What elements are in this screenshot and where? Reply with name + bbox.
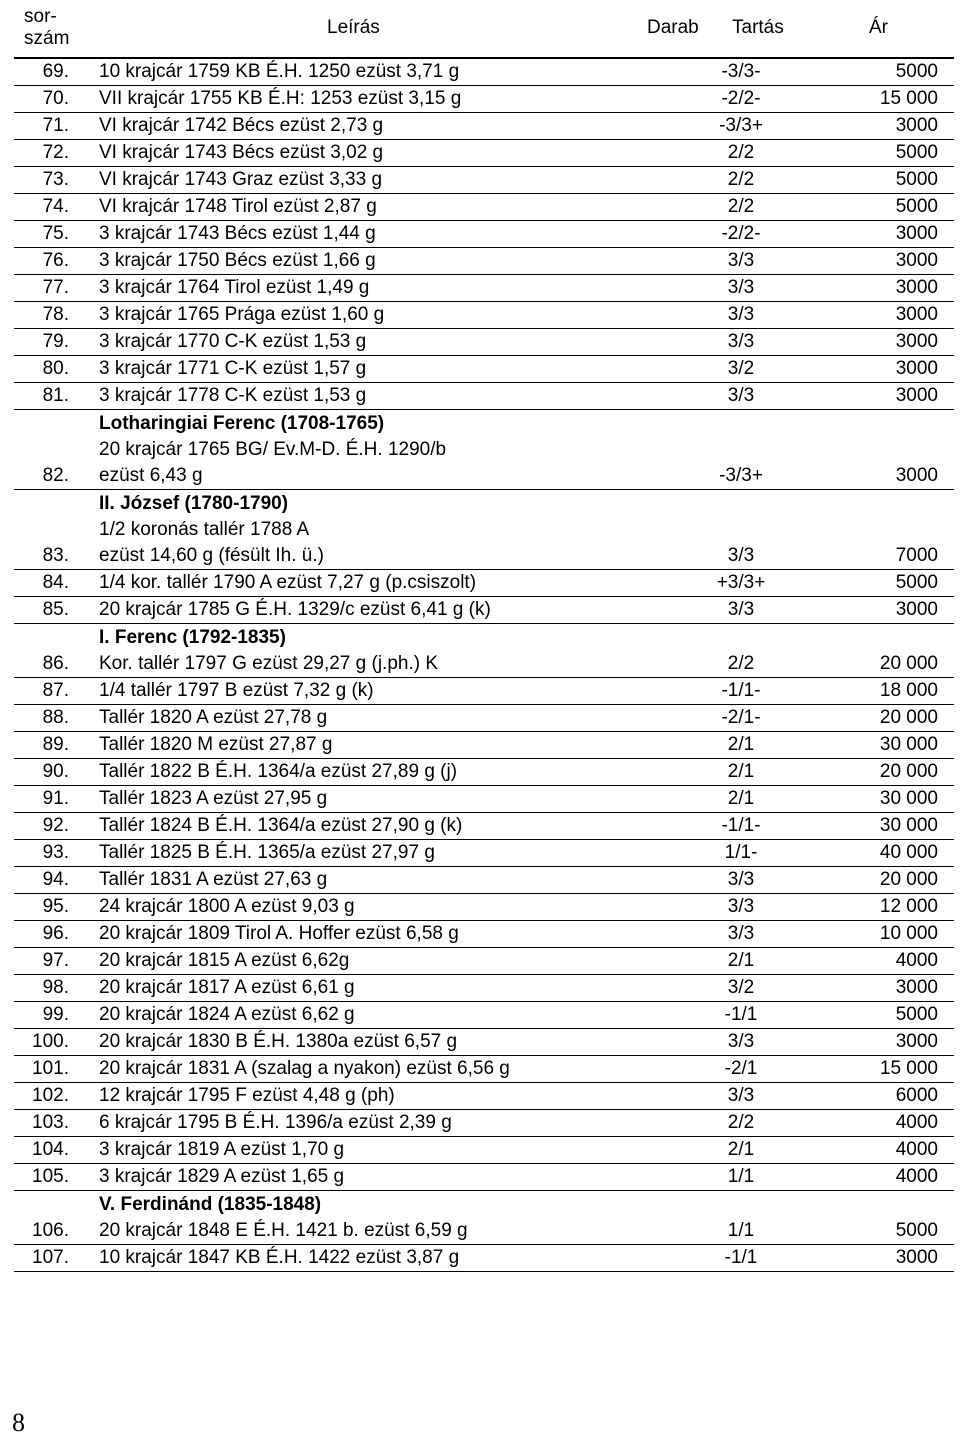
item-condition: -1/1- <box>721 815 761 836</box>
table-row <box>14 867 954 894</box>
item-description: 20 krajcár 1815 A ezüst 6,62g <box>99 950 350 971</box>
item-price: 3000 <box>895 977 938 998</box>
item-number: 102. <box>32 1085 69 1106</box>
item-condition: 2/1 <box>727 734 755 755</box>
item-number: 95. <box>42 896 69 917</box>
item-condition: 3/3 <box>727 545 755 566</box>
item-price: 3000 <box>895 358 938 379</box>
item-price: 3000 <box>895 465 938 486</box>
item-description: 20 krajcár 1817 A ezüst 6,61 g <box>99 977 355 998</box>
item-condition: 2/2 <box>727 169 755 190</box>
item-number: 92. <box>42 815 69 836</box>
item-condition: 2/1 <box>727 950 755 971</box>
section-title: II. József (1780-1790) <box>99 493 289 514</box>
table-row <box>14 1137 954 1164</box>
table-row <box>14 517 954 570</box>
item-number: 82. <box>42 465 69 486</box>
item-price: 20 000 <box>879 869 938 890</box>
header-leiras: Leírás <box>327 17 380 38</box>
item-number: 94. <box>42 869 69 890</box>
item-description: 1/4 tallér 1797 B ezüst 7,32 g (k) <box>99 680 374 701</box>
item-description: 3 krajcár 1829 A ezüst 1,65 g <box>99 1166 345 1187</box>
section-title: Lotharingiai Ferenc (1708-1765) <box>99 413 385 434</box>
item-condition: 3/3 <box>727 304 755 325</box>
table-row <box>14 275 954 302</box>
item-number: 88. <box>42 707 69 728</box>
item-price: 20 000 <box>879 761 938 782</box>
item-description: Tallér 1825 B É.H. 1365/a ezüst 27,97 g <box>99 842 435 863</box>
item-price: 6000 <box>895 1085 938 1106</box>
item-number: 103. <box>32 1112 69 1133</box>
item-description-line1: 20 krajcár 1765 BG/ Ev.M-D. É.H. 1290/b <box>99 439 447 460</box>
item-number: 98. <box>42 977 69 998</box>
item-price: 4000 <box>895 1166 938 1187</box>
item-description: 20 krajcár 1830 B É.H. 1380a ezüst 6,57 g <box>99 1031 458 1052</box>
item-price: 3000 <box>895 1247 938 1268</box>
item-description: Tallér 1822 B É.H. 1364/a ezüst 27,89 g (j) <box>99 761 458 782</box>
item-description: VI krajcár 1742 Bécs ezüst 2,73 g <box>99 115 384 136</box>
item-condition: 2/2 <box>727 196 755 217</box>
item-condition: -3/3- <box>721 61 761 82</box>
item-price: 10 000 <box>879 923 938 944</box>
item-price: 3000 <box>895 304 938 325</box>
table-row <box>14 383 954 410</box>
item-price: 3000 <box>895 277 938 298</box>
table-row <box>14 302 954 329</box>
table-row <box>14 356 954 383</box>
item-condition: 2/1 <box>727 788 755 809</box>
item-description: 3 krajcár 1743 Bécs ezüst 1,44 g <box>99 223 376 244</box>
item-description: VII krajcár 1755 KB É.H: 1253 ezüst 3,15 g <box>99 88 462 109</box>
header-darab: Darab <box>647 17 699 38</box>
item-condition: 1/1 <box>727 1166 755 1187</box>
item-description: Tallér 1823 A ezüst 27,95 g <box>99 788 328 809</box>
item-condition: 1/1- <box>724 842 758 863</box>
item-description: 24 krajcár 1800 A ezüst 9,03 g <box>99 896 355 917</box>
item-description: 1/4 kor. tallér 1790 A ezüst 7,27 g (p.csiszolt) <box>99 572 477 593</box>
table-row <box>14 1056 954 1083</box>
item-price: 5000 <box>895 61 938 82</box>
table-row <box>14 194 954 221</box>
item-price: 5000 <box>895 1220 938 1241</box>
catalog-page <box>14 0 954 1272</box>
item-description: Kor. tallér 1797 G ezüst 29,27 g (j.ph.) K <box>99 653 439 674</box>
item-price: 3000 <box>895 1031 938 1052</box>
table-row <box>14 167 954 194</box>
item-number: 86. <box>42 653 69 674</box>
item-condition: 2/2 <box>727 653 755 674</box>
item-price: 5000 <box>895 169 938 190</box>
section-heading <box>14 624 954 651</box>
table-row <box>14 813 954 840</box>
item-condition: -1/1 <box>724 1004 758 1025</box>
item-description: Tallér 1820 A ezüst 27,78 g <box>99 707 328 728</box>
item-description: 12 krajcár 1795 F ezüst 4,48 g (ph) <box>99 1085 395 1106</box>
item-price: 3000 <box>895 115 938 136</box>
item-number: 100. <box>32 1031 69 1052</box>
item-price: 12 000 <box>879 896 938 917</box>
item-number: 91. <box>42 788 69 809</box>
header-sorszam: sor- szám <box>24 6 70 49</box>
item-description: VI krajcár 1743 Graz ezüst 3,33 g <box>99 169 383 190</box>
item-price: 15 000 <box>879 1058 938 1079</box>
item-price: 30 000 <box>879 734 938 755</box>
table-row <box>14 329 954 356</box>
item-number: 69. <box>42 61 69 82</box>
section-title: I. Ferenc (1792-1835) <box>99 627 286 648</box>
item-price: 5000 <box>895 1004 938 1025</box>
item-condition: -1/1 <box>724 1247 758 1268</box>
item-number: 97. <box>42 950 69 971</box>
item-condition: 3/3 <box>727 250 755 271</box>
item-description-line2: ezüst 6,43 g <box>99 465 203 486</box>
table-row <box>14 1218 954 1245</box>
item-description: 20 krajcár 1809 Tirol A. Hoffer ezüst 6,58 g <box>99 923 459 944</box>
item-condition: 3/3 <box>727 869 755 890</box>
item-number: 81. <box>42 385 69 406</box>
item-number: 106. <box>32 1220 69 1241</box>
item-number: 96. <box>42 923 69 944</box>
item-price: 30 000 <box>879 788 938 809</box>
item-number: 84. <box>42 572 69 593</box>
item-number: 85. <box>42 599 69 620</box>
item-description: 10 krajcár 1847 KB É.H. 1422 ezüst 3,87 g <box>99 1247 460 1268</box>
item-condition: -2/2- <box>721 223 761 244</box>
item-description: VI krajcár 1743 Bécs ezüst 3,02 g <box>99 142 384 163</box>
item-condition: 3/3 <box>727 1031 755 1052</box>
item-description: 3 krajcár 1765 Prága ezüst 1,60 g <box>99 304 385 325</box>
item-condition: -3/3+ <box>719 465 763 486</box>
item-description: 20 krajcár 1848 E É.H. 1421 b. ezüst 6,59 g <box>99 1220 468 1241</box>
item-description: 20 krajcár 1831 A (szalag a nyakon) ezüst 6,56 g <box>99 1058 510 1079</box>
table-row <box>14 1029 954 1056</box>
item-condition: 3/2 <box>727 358 755 379</box>
item-condition: -1/1- <box>721 680 761 701</box>
item-price: 4000 <box>895 1112 938 1133</box>
item-price: 40 000 <box>879 842 938 863</box>
item-description-line2: ezüst 14,60 g (fésült Ih. ü.) <box>99 545 324 566</box>
item-number: 74. <box>42 196 69 217</box>
section-title: V. Ferdinánd (1835-1848) <box>99 1194 322 1215</box>
item-description: 3 krajcár 1778 C-K ezüst 1,53 g <box>99 385 367 406</box>
table-row <box>14 840 954 867</box>
page-number: 8 <box>12 1408 25 1437</box>
section-heading <box>14 490 954 517</box>
table-row <box>14 597 954 624</box>
item-price: 3000 <box>895 599 938 620</box>
table-row <box>14 140 954 167</box>
item-number: 87. <box>42 680 69 701</box>
catalog-table-body <box>14 59 954 1272</box>
table-row <box>14 1083 954 1110</box>
table-row <box>14 894 954 921</box>
item-number: 104. <box>32 1139 69 1160</box>
item-description: 20 krajcár 1824 A ezüst 6,62 g <box>99 1004 355 1025</box>
item-number: 99. <box>42 1004 69 1025</box>
item-condition: -2/1- <box>721 707 761 728</box>
table-row <box>14 1002 954 1029</box>
item-condition: 3/2 <box>727 977 755 998</box>
item-condition: -3/3+ <box>719 115 763 136</box>
table-row <box>14 948 954 975</box>
item-number: 79. <box>42 331 69 352</box>
item-description: VI krajcár 1748 Tirol ezüst 2,87 g <box>99 196 377 217</box>
table-row <box>14 248 954 275</box>
item-description: 3 krajcár 1819 A ezüst 1,70 g <box>99 1139 345 1160</box>
item-number: 70. <box>42 88 69 109</box>
item-condition: 2/1 <box>727 1139 755 1160</box>
item-description: 3 krajcár 1764 Tirol ezüst 1,49 g <box>99 277 370 298</box>
item-number: 76. <box>42 250 69 271</box>
item-condition: 3/3 <box>727 331 755 352</box>
item-condition: 3/3 <box>727 923 755 944</box>
table-row <box>14 732 954 759</box>
table-row <box>14 59 954 86</box>
item-condition: 3/3 <box>727 277 755 298</box>
table-row <box>14 437 954 490</box>
item-description: 3 krajcár 1770 C-K ezüst 1,53 g <box>99 331 367 352</box>
item-price: 4000 <box>895 950 938 971</box>
section-heading <box>14 1191 954 1218</box>
table-row <box>14 1110 954 1137</box>
item-number: 105. <box>32 1166 69 1187</box>
item-number: 78. <box>42 304 69 325</box>
table-row <box>14 975 954 1002</box>
item-price: 3000 <box>895 385 938 406</box>
table-row <box>14 786 954 813</box>
item-number: 71. <box>42 115 69 136</box>
item-description: Tallér 1820 M ezüst 27,87 g <box>99 734 333 755</box>
item-price: 4000 <box>895 1139 938 1160</box>
table-row <box>14 1245 954 1272</box>
item-number: 73. <box>42 169 69 190</box>
item-description-line1: 1/2 koronás tallér 1788 A <box>99 519 310 540</box>
item-condition: 2/2 <box>727 1112 755 1133</box>
item-condition: -2/1 <box>724 1058 758 1079</box>
item-number: 83. <box>42 545 69 566</box>
item-price: 3000 <box>895 250 938 271</box>
item-price: 5000 <box>895 572 938 593</box>
item-price: 18 000 <box>879 680 938 701</box>
item-number: 93. <box>42 842 69 863</box>
item-condition: 1/1 <box>727 1220 755 1241</box>
item-number: 80. <box>42 358 69 379</box>
item-description: 3 krajcár 1750 Bécs ezüst 1,66 g <box>99 250 376 271</box>
table-header <box>14 0 954 59</box>
item-number: 89. <box>42 734 69 755</box>
item-condition: 2/1 <box>727 761 755 782</box>
item-price: 7000 <box>895 545 938 566</box>
item-number: 77. <box>42 277 69 298</box>
item-description: Tallér 1831 A ezüst 27,63 g <box>99 869 328 890</box>
item-number: 107. <box>32 1247 69 1268</box>
item-description: 3 krajcár 1771 C-K ezüst 1,57 g <box>99 358 367 379</box>
item-number: 101. <box>32 1058 69 1079</box>
item-condition: -2/2- <box>721 88 761 109</box>
item-condition: 3/3 <box>727 599 755 620</box>
item-price: 5000 <box>895 196 938 217</box>
item-number: 75. <box>42 223 69 244</box>
table-row <box>14 705 954 732</box>
table-row <box>14 570 954 597</box>
item-description: 6 krajcár 1795 B É.H. 1396/a ezüst 2,39 g <box>99 1112 452 1133</box>
table-row <box>14 759 954 786</box>
header-tartas: Tartás <box>732 17 784 38</box>
item-number: 90. <box>42 761 69 782</box>
item-condition: 3/3 <box>727 896 755 917</box>
header-ar: Ár <box>869 17 888 38</box>
section-heading <box>14 410 954 437</box>
item-description: 10 krajcár 1759 KB É.H. 1250 ezüst 3,71 g <box>99 61 460 82</box>
item-price: 30 000 <box>879 815 938 836</box>
item-number: 72. <box>42 142 69 163</box>
item-description: Tallér 1824 B É.H. 1364/a ezüst 27,90 g (k) <box>99 815 463 836</box>
item-condition: +3/3+ <box>716 572 766 593</box>
item-description: 20 krajcár 1785 G É.H. 1329/c ezüst 6,41 g (k) <box>99 599 491 620</box>
item-condition: 3/3 <box>727 385 755 406</box>
item-price: 15 000 <box>879 88 938 109</box>
table-row <box>14 651 954 678</box>
item-price: 3000 <box>895 223 938 244</box>
table-row <box>14 113 954 140</box>
table-row <box>14 1164 954 1191</box>
item-price: 5000 <box>895 142 938 163</box>
item-price: 20 000 <box>879 653 938 674</box>
item-condition: 3/3 <box>727 1085 755 1106</box>
item-price: 20 000 <box>879 707 938 728</box>
table-row <box>14 221 954 248</box>
table-row <box>14 678 954 705</box>
item-condition: 2/2 <box>727 142 755 163</box>
table-row <box>14 921 954 948</box>
table-row <box>14 86 954 113</box>
item-price: 3000 <box>895 331 938 352</box>
